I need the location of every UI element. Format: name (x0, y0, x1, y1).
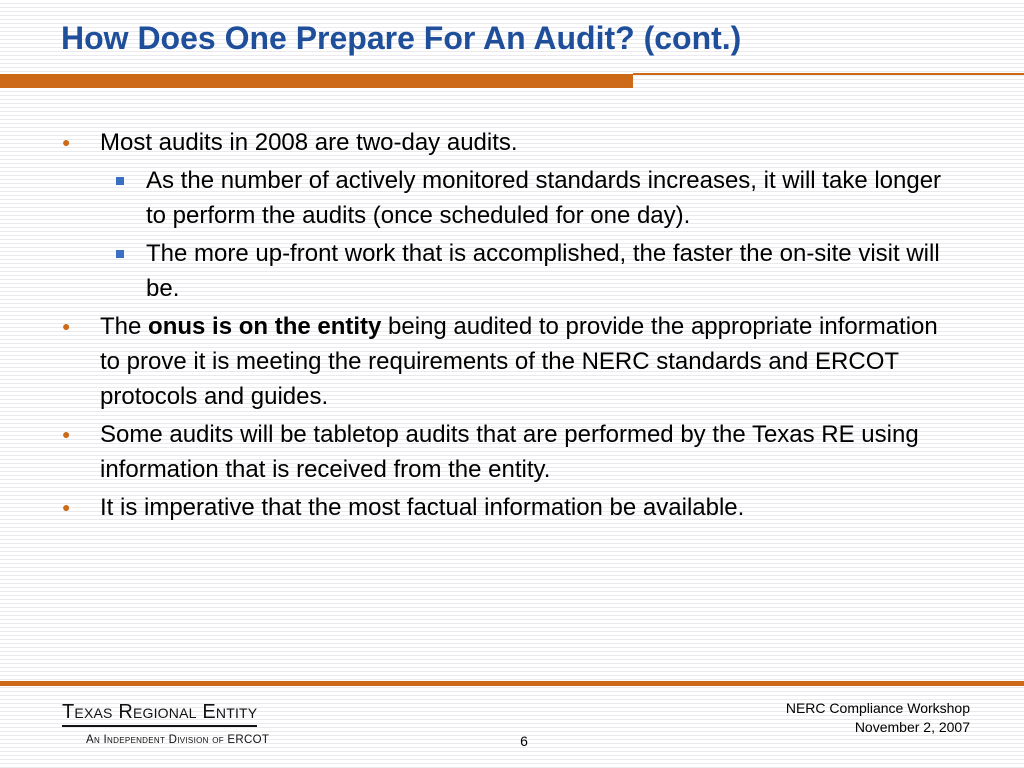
bullet-dot-icon: ● (62, 426, 71, 442)
bullet-text: Most audits in 2008 are two-day audits. (100, 129, 518, 156)
footer-divider-line (0, 681, 1024, 686)
logo-title: Texas Regional Entity (62, 700, 257, 727)
bullet-text-rest: being audited to provide the appropriate information to prove it is meeting the requirements of the NERC standards and ERCOT protocols and guides. (100, 313, 938, 410)
sub-bullet-text: As the number of actively monitored standards increases, it will take longer to perform the audits (once scheduled for one day). (146, 167, 942, 229)
square-bullet-icon (116, 177, 124, 185)
bullet-dot-icon: ● (62, 499, 71, 515)
sub-bullet-text: The more up-front work that is accomplished, the faster the on-site visit will be. (146, 240, 940, 302)
footer-event-name: NERC Compliance Workshop (785, 700, 970, 716)
page-number: 6 (520, 733, 528, 749)
footer-event-info (786, 699, 970, 737)
title-divider-line (633, 73, 1024, 75)
sub-bullet-list (62, 163, 962, 306)
bullet-item (62, 309, 962, 414)
square-bullet-icon (116, 250, 124, 258)
footer-event-date: November 2, 2007 (854, 719, 970, 735)
title-accent-bar (0, 74, 633, 88)
bullet-text: Some audits will be tabletop audits that are performed by the Texas RE using information that is received from the entity. (100, 421, 919, 483)
logo-subtitle: An Independent Division of ERCOT (86, 734, 270, 746)
bullet-text: It is imperative that the most factual information be available. (100, 494, 745, 521)
bullet-text-emphasis: onus is on the entity (148, 313, 382, 340)
slide-title: How Does One Prepare For An Audit? (cont.) (61, 20, 742, 56)
bullet-dot-icon: ● (62, 318, 71, 334)
bullet-item (62, 125, 962, 160)
bullet-dot-icon: ● (62, 134, 71, 150)
bullet-item (62, 490, 962, 525)
bullet-text-lead: The (100, 313, 149, 340)
texas-re-logo (62, 700, 269, 748)
bullet-item (62, 417, 962, 487)
bullet-text (100, 313, 938, 410)
slide-body (62, 125, 962, 528)
sub-bullet-item (108, 163, 962, 233)
sub-bullet-item (108, 236, 962, 306)
